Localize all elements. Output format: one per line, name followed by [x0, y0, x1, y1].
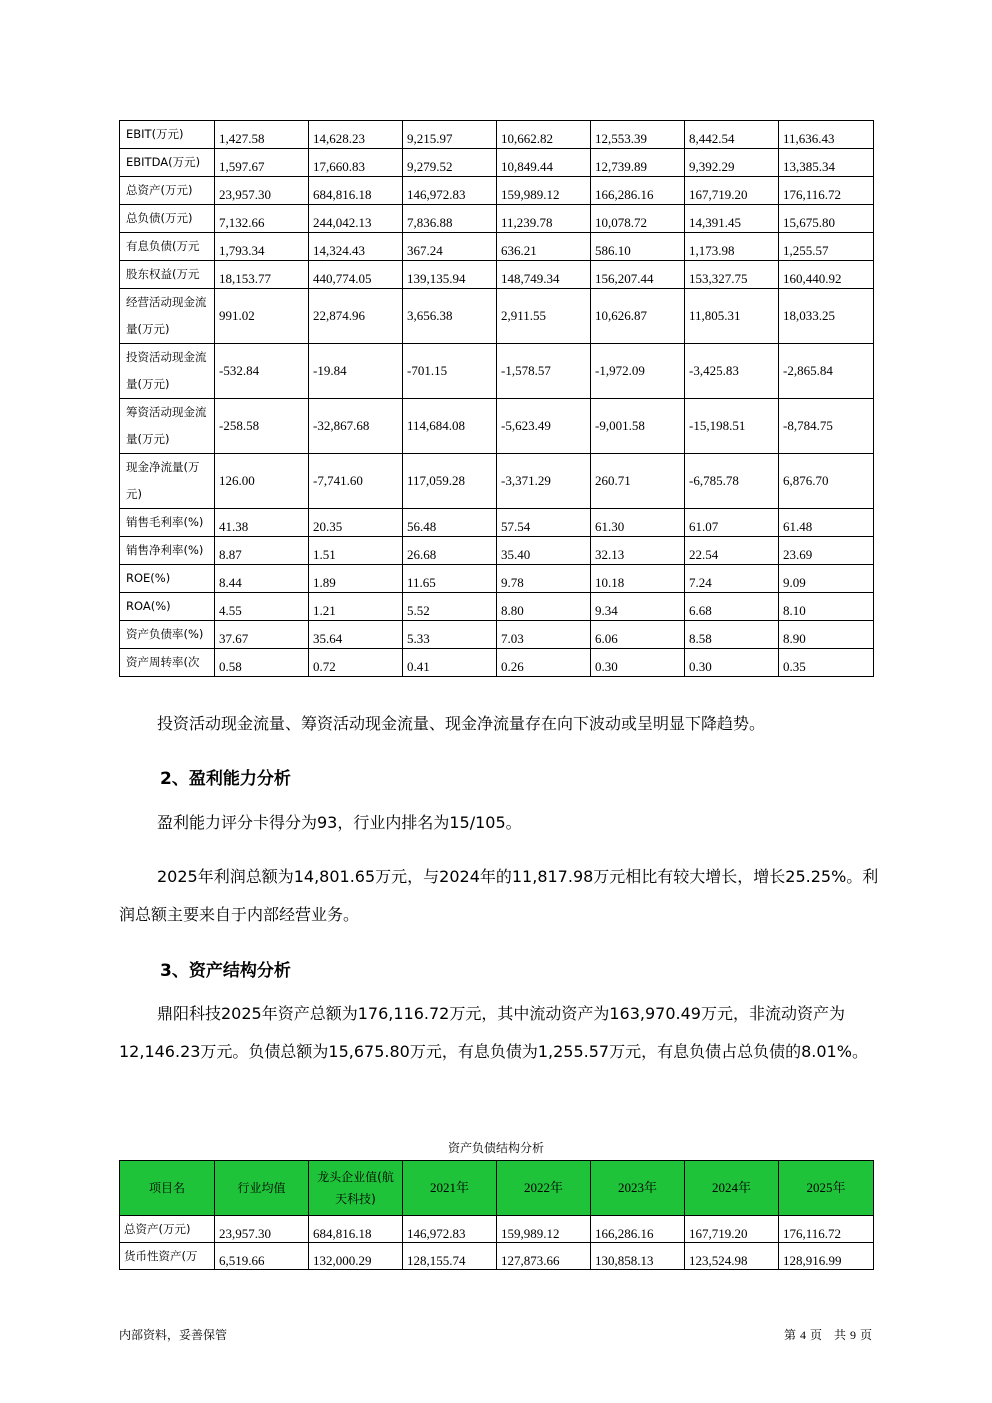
table-row [120, 593, 874, 621]
table-cell: -32,867.68 [309, 399, 403, 454]
table-cell: 1,173.98 [685, 233, 779, 261]
table-cell: 0.30 [685, 649, 779, 677]
table-cell: -1,578.57 [497, 344, 591, 399]
section-heading-asset-structure: 3、资产结构分析 [160, 961, 291, 981]
row-label: 投资活动现金流量(万元) [120, 344, 215, 399]
table-cell: 0.72 [309, 649, 403, 677]
table-cell: -532.84 [215, 344, 309, 399]
table-cell: 23,957.30 [215, 177, 309, 205]
table-cell: 166,286.16 [591, 1216, 685, 1243]
table-cell: 9.34 [591, 593, 685, 621]
table-cell: 61.07 [685, 509, 779, 537]
table-cell: -9,001.58 [591, 399, 685, 454]
table-cell: 176,116.72 [779, 1216, 874, 1243]
table-cell: 6.06 [591, 621, 685, 649]
table-cell: 6.68 [685, 593, 779, 621]
table-cell: 586.10 [591, 233, 685, 261]
table-cell: 8.10 [779, 593, 874, 621]
table-header-row [120, 1161, 874, 1216]
table-cell: 440,774.05 [309, 261, 403, 289]
table-cell: -8,784.75 [779, 399, 874, 454]
column-header: 项目名 [120, 1161, 215, 1216]
table-cell: 11,805.31 [685, 289, 779, 344]
table-cell: 14,324.43 [309, 233, 403, 261]
row-label: 资产负债率(%) [120, 621, 215, 649]
table-row [120, 565, 874, 593]
table-cell: 130,858.13 [591, 1243, 685, 1270]
table-cell: 2,911.55 [497, 289, 591, 344]
profit-growth-paragraph: 2025年利润总额为14,801.65万元，与2024年的11,817.98万元相比有较大增长，增长25.25%。利润总额主要来自于内部经营业务。 [119, 867, 879, 924]
table-cell: 20.35 [309, 509, 403, 537]
table-cell: -6,785.78 [685, 454, 779, 509]
table-cell: 1,427.58 [215, 121, 309, 149]
table-cell: 4.55 [215, 593, 309, 621]
table-cell: 6,876.70 [779, 454, 874, 509]
row-label: EBITDA(万元) [120, 149, 215, 177]
page-mid: 页 共 [809, 1328, 846, 1342]
table-cell: 11,636.43 [779, 121, 874, 149]
row-label: 股东权益(万元 [120, 261, 215, 289]
column-header: 龙头企业值(航天科技) [309, 1161, 403, 1216]
table-cell: 167,719.20 [685, 177, 779, 205]
table-cell: 0.58 [215, 649, 309, 677]
table-cell: -15,198.51 [685, 399, 779, 454]
table-cell: 123,524.98 [685, 1243, 779, 1270]
table-row [120, 233, 874, 261]
row-label: EBIT(万元) [120, 121, 215, 149]
table-cell: -258.58 [215, 399, 309, 454]
row-label: 总负债(万元) [120, 205, 215, 233]
table-cell: 127,873.66 [497, 1243, 591, 1270]
table-cell: -701.15 [403, 344, 497, 399]
table-cell: 159,989.12 [497, 177, 591, 205]
table-cell: 156,207.44 [591, 261, 685, 289]
table-cell: 11.65 [403, 565, 497, 593]
table-cell: 32.13 [591, 537, 685, 565]
table-cell: 18,033.25 [779, 289, 874, 344]
table-cell: -1,972.09 [591, 344, 685, 399]
table-cell: 146,972.83 [403, 177, 497, 205]
balance-table-caption: 资产负债结构分析 [447, 1141, 544, 1155]
table-row [120, 261, 874, 289]
table-cell: 61.48 [779, 509, 874, 537]
page-prefix: 第 [783, 1328, 796, 1342]
profitability-score-paragraph: 盈利能力评分卡得分为93，行业内排名为15/105。 [157, 813, 522, 832]
table-cell: 153,327.75 [685, 261, 779, 289]
table-cell: -3,425.83 [685, 344, 779, 399]
table-cell: 991.02 [215, 289, 309, 344]
row-label: ROE(%) [120, 565, 215, 593]
table-cell: 159,989.12 [497, 1216, 591, 1243]
table-cell: 10,849.44 [497, 149, 591, 177]
row-label: 货币性资产(万 [120, 1243, 215, 1270]
table-cell: 367.24 [403, 233, 497, 261]
table-cell: 1,597.67 [215, 149, 309, 177]
table-cell: 35.64 [309, 621, 403, 649]
table-row [120, 149, 874, 177]
table-cell: 8.44 [215, 565, 309, 593]
row-label: 资产周转率(次 [120, 649, 215, 677]
table-cell: 23.69 [779, 537, 874, 565]
table-cell: 0.26 [497, 649, 591, 677]
table-row [120, 1216, 874, 1243]
table-cell: 3,656.38 [403, 289, 497, 344]
table-cell: 10,662.82 [497, 121, 591, 149]
table-cell: -3,371.29 [497, 454, 591, 509]
table-cell: 22,874.96 [309, 289, 403, 344]
table-cell: 5.33 [403, 621, 497, 649]
column-header: 2024年 [685, 1161, 779, 1216]
financial-metrics-table [119, 120, 874, 677]
table-cell: 56.48 [403, 509, 497, 537]
table-cell: -5,623.49 [497, 399, 591, 454]
table-cell: 14,391.45 [685, 205, 779, 233]
table-cell: 126.00 [215, 454, 309, 509]
table-cell: 1.51 [309, 537, 403, 565]
table-cell: 26.68 [403, 537, 497, 565]
table-cell: 23,957.30 [215, 1216, 309, 1243]
table-cell: 146,972.83 [403, 1216, 497, 1243]
table-cell: 12,739.89 [591, 149, 685, 177]
row-label: 有息负债(万元 [120, 233, 215, 261]
table-cell: 684,816.18 [309, 1216, 403, 1243]
table-cell: 114,684.08 [403, 399, 497, 454]
table-cell: -7,741.60 [309, 454, 403, 509]
table-cell: 148,749.34 [497, 261, 591, 289]
table-cell: 15,675.80 [779, 205, 874, 233]
table-row [120, 121, 874, 149]
table-cell: 9.78 [497, 565, 591, 593]
table-cell: 260.71 [591, 454, 685, 509]
table-cell: 9,215.97 [403, 121, 497, 149]
table-cell: 128,916.99 [779, 1243, 874, 1270]
table-cell: 5.52 [403, 593, 497, 621]
table-cell: 8,442.54 [685, 121, 779, 149]
table-cell: 8.80 [497, 593, 591, 621]
table-cell: 636.21 [497, 233, 591, 261]
table-row [120, 205, 874, 233]
table-row [120, 649, 874, 677]
row-label: ROA(%) [120, 593, 215, 621]
current-page: 4 [799, 1328, 806, 1342]
table-cell: 10.18 [591, 565, 685, 593]
table-cell: 12,553.39 [591, 121, 685, 149]
table-cell: 7.03 [497, 621, 591, 649]
section-heading-profitability: 2、盈利能力分析 [160, 769, 291, 789]
table-cell: 22.54 [685, 537, 779, 565]
table-cell: 244,042.13 [309, 205, 403, 233]
table-cell: 7.24 [685, 565, 779, 593]
table-cell: 6,519.66 [215, 1243, 309, 1270]
table-cell: 9,279.52 [403, 149, 497, 177]
table-row [120, 344, 874, 399]
row-label: 经营活动现金流量(万元) [120, 289, 215, 344]
table-cell: 166,286.16 [591, 177, 685, 205]
table-cell: 9.09 [779, 565, 874, 593]
table-cell: 1,793.34 [215, 233, 309, 261]
asset-structure-paragraph: 鼎阳科技2025年资产总额为176,116.72万元，其中流动资产为163,970.49万元，非流动资产为12,146.23万元。负债总额为15,675.80万元，有息负债为1,255.57万元，有息负债占总负债的8.01%。 [119, 1004, 868, 1061]
table-cell: 7,132.66 [215, 205, 309, 233]
table-cell: 139,135.94 [403, 261, 497, 289]
row-label: 总资产(万元) [120, 177, 215, 205]
table-cell: 13,385.34 [779, 149, 874, 177]
row-label: 总资产(万元) [120, 1216, 215, 1243]
table-cell: 167,719.20 [685, 1216, 779, 1243]
table-cell: 9,392.29 [685, 149, 779, 177]
table-cell: 17,660.83 [309, 149, 403, 177]
total-pages: 9 [849, 1328, 856, 1342]
table-cell: 7,836.88 [403, 205, 497, 233]
row-label: 现金净流量(万元) [120, 454, 215, 509]
table-cell: 128,155.74 [403, 1243, 497, 1270]
balance-structure-table [119, 1160, 874, 1270]
table-row [120, 454, 874, 509]
column-header: 2023年 [591, 1161, 685, 1216]
column-header: 行业均值 [215, 1161, 309, 1216]
table-cell: 176,116.72 [779, 177, 874, 205]
table-cell: 11,239.78 [497, 205, 591, 233]
table-row [120, 621, 874, 649]
table-cell: 18,153.77 [215, 261, 309, 289]
table-cell: -19.84 [309, 344, 403, 399]
footer-confidential-note: 内部资料，妥善保管 [119, 1328, 228, 1342]
table-cell: 8.90 [779, 621, 874, 649]
column-header: 2022年 [497, 1161, 591, 1216]
row-label: 销售毛利率(%) [120, 509, 215, 537]
table-row [120, 1243, 874, 1270]
table-cell: 132,000.29 [309, 1243, 403, 1270]
table-row [120, 537, 874, 565]
column-header: 2021年 [403, 1161, 497, 1216]
footer-page-number [784, 1326, 872, 1343]
table-cell: 41.38 [215, 509, 309, 537]
table-cell: 37.67 [215, 621, 309, 649]
table-row [120, 289, 874, 344]
table-row [120, 509, 874, 537]
table-cell: 160,440.92 [779, 261, 874, 289]
table-cell: 14,628.23 [309, 121, 403, 149]
table-cell: 57.54 [497, 509, 591, 537]
table-cell: -2,865.84 [779, 344, 874, 399]
table-cell: 1.89 [309, 565, 403, 593]
table-row [120, 399, 874, 454]
table-cell: 1.21 [309, 593, 403, 621]
cashflow-note: 投资活动现金流量、筹资活动现金流量、现金净流量存在向下波动或呈明显下降趋势。 [157, 714, 766, 733]
table-cell: 117,059.28 [403, 454, 497, 509]
row-label: 筹资活动现金流量(万元) [120, 399, 215, 454]
table-cell: 8.87 [215, 537, 309, 565]
table-cell: 684,816.18 [309, 177, 403, 205]
table-row [120, 177, 874, 205]
table-cell: 61.30 [591, 509, 685, 537]
table-cell: 10,078.72 [591, 205, 685, 233]
page-suffix: 页 [859, 1328, 872, 1342]
column-header: 2025年 [779, 1161, 874, 1216]
table-cell: 8.58 [685, 621, 779, 649]
table-cell: 1,255.57 [779, 233, 874, 261]
table-cell: 0.41 [403, 649, 497, 677]
table-cell: 0.35 [779, 649, 874, 677]
table-cell: 35.40 [497, 537, 591, 565]
row-label: 销售净利率(%) [120, 537, 215, 565]
table-cell: 0.30 [591, 649, 685, 677]
table-cell: 10,626.87 [591, 289, 685, 344]
